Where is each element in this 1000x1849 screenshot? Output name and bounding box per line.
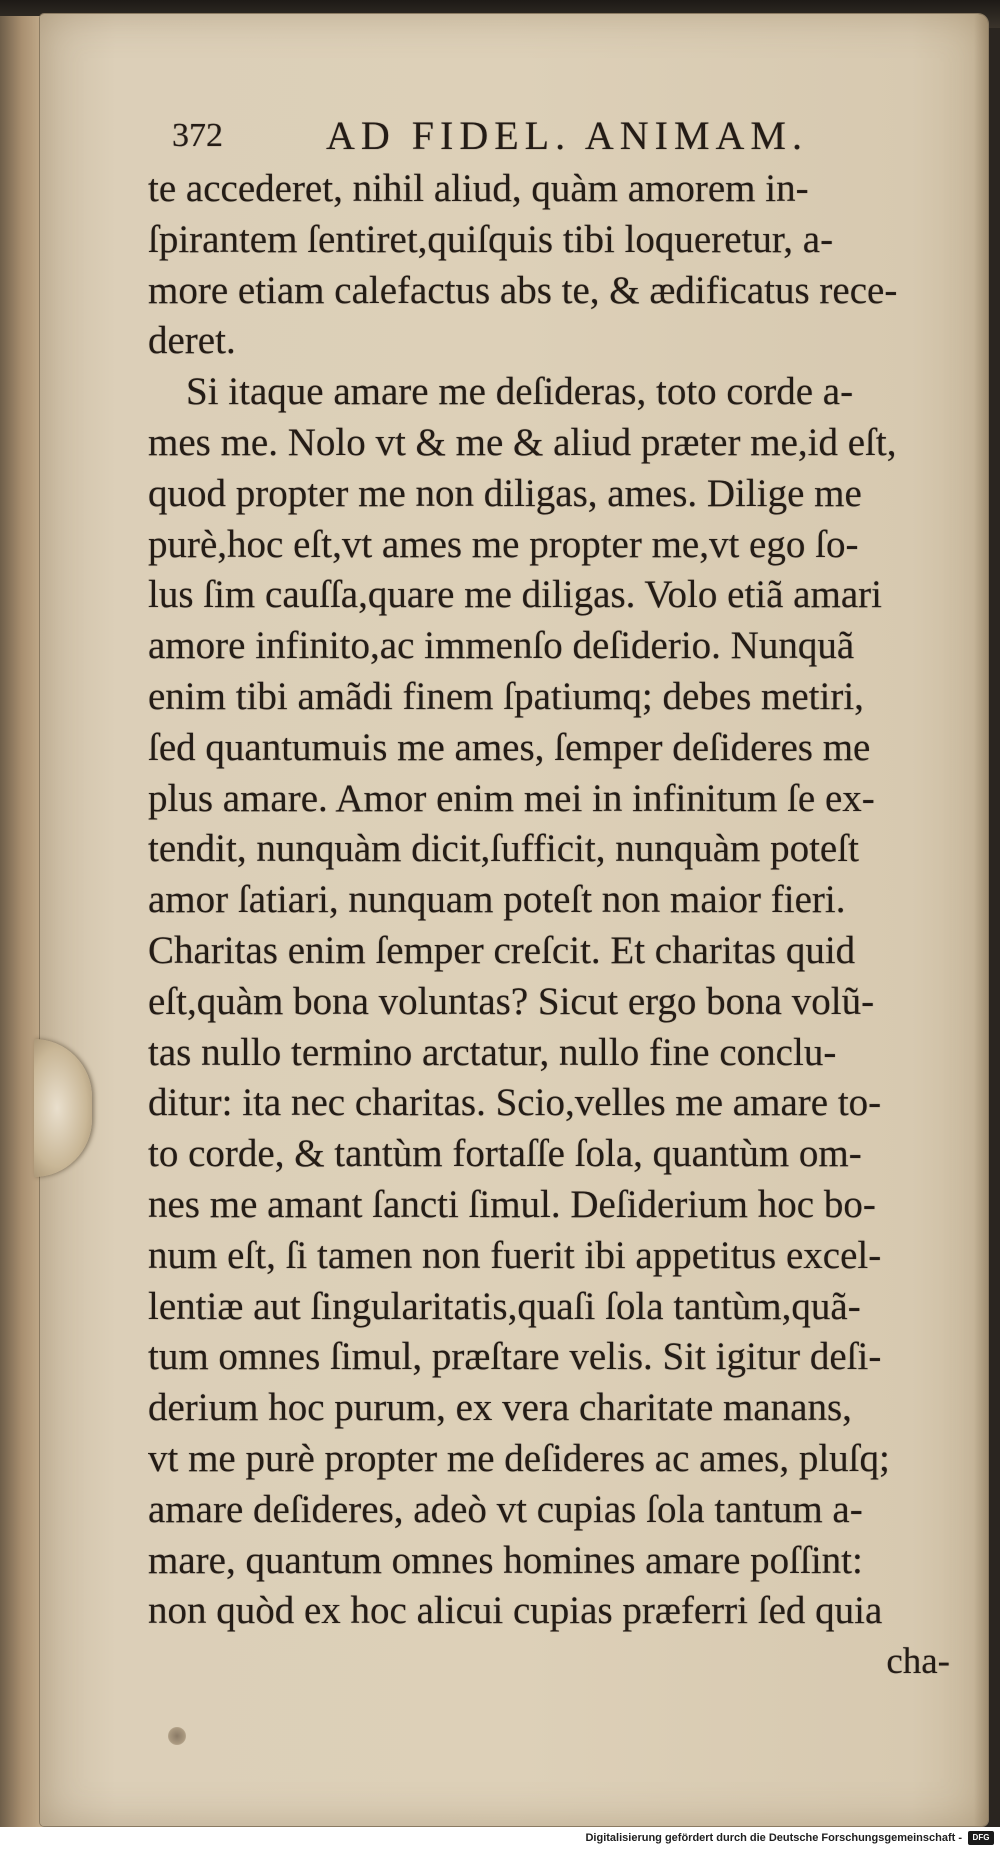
text-line-20: to corde, & tantùm fortaſſe ſola, quantùm om-	[148, 1132, 862, 1176]
text-line-25: derium hoc purum, ex vera charitate manans,	[148, 1386, 852, 1430]
text-line-26: vt me purè propter me deſideres ac ames, pluſq;	[148, 1436, 890, 1480]
text-line-21: nes me amant ſancti ſimul. Deſiderium hoc bo-	[148, 1182, 876, 1226]
text-line-4: deret.	[148, 319, 236, 363]
text-line-28: mare, quantum omnes homines amare poſſint:	[148, 1538, 863, 1582]
text-line-18: tas nullo termino arctatur, nullo fine conclu-	[148, 1030, 837, 1074]
page-header	[148, 108, 988, 164]
text-line-3: more etiam calefactus abs te, & ædificatus rece-	[148, 268, 898, 312]
text-line-8: purè,hoc eſt,vt ames me propter me,vt ego ſo-	[148, 522, 859, 566]
text-line-9: lus ſim cauſſa,quare me diligas. Volo etiã amari	[148, 573, 882, 617]
digitization-footer	[0, 1827, 1000, 1849]
paper-stain	[168, 1727, 186, 1745]
text-line-24: tum omnes ſimul, præſtare velis. Sit igitur deſi-	[148, 1335, 882, 1379]
text-line-27: amare deſideres, adeò vt cupias ſola tantum a-	[148, 1487, 863, 1531]
text-line-13: plus amare. Amor enim mei in infinitum ſe ex-	[148, 776, 875, 820]
text-line-23: lentiæ aut ſingularitatis,quaſi ſola tantùm,quã-	[148, 1284, 861, 1328]
text-line-17: eſt,quàm bona voluntas? Sicut ergo bona volũ-	[148, 979, 875, 1023]
page-number: 372	[172, 117, 223, 154]
dfg-logo-icon: DFG	[968, 1831, 994, 1845]
text-line-16: Charitas enim ſemper creſcit. Et charitas quid	[148, 928, 856, 972]
text-line-11: enim tibi amãdi finem ſpatiumq; debes metiri,	[148, 674, 864, 718]
text-block	[148, 108, 988, 1687]
text-line-19: ditur: ita nec charitas. Scio,velles me amare to-	[148, 1081, 882, 1125]
text-line-10: amore infinito,ac immenſo deſiderio. Nunquã	[148, 624, 855, 668]
text-line-14: tendit, nunquàm dicit,ſufficit, nunquàm poteſt	[148, 827, 859, 871]
text-line-5: Si itaque amare me deſideras, toto corde a-	[186, 370, 854, 414]
funding-credit: Digitalisierung gefördert durch die Deutsche Forschungsgemeinschaft -	[585, 1832, 962, 1844]
text-line-12: ſed quantumuis me ames, ſemper deſideres me	[148, 725, 871, 769]
catchword: cha-	[886, 1641, 950, 1683]
running-head: AD FIDEL. ANIMAM.	[326, 113, 808, 158]
text-line-29: non quòd ex hoc alicui cupias præferri ſed quia	[148, 1589, 883, 1633]
text-line-7: quod propter me non diligas, ames. Dilige me	[148, 471, 862, 515]
text-line-15: amor ſatiari, nunquam poteſt non maior fieri.	[148, 878, 846, 922]
text-line-1: te accederet, nihil aliud, quàm amorem in-	[148, 167, 809, 210]
binding-clasp	[34, 1039, 92, 1177]
text-line-2: ſpirantem ſentiret,quiſquis tibi loqueretur, a-	[148, 217, 834, 261]
text-line-6: mes me. Nolo vt & me & aliud præter me,id eſt,	[148, 420, 897, 464]
text-line-22: num eſt, ſi tamen non fuerit ibi appetitus excel-	[148, 1233, 882, 1277]
